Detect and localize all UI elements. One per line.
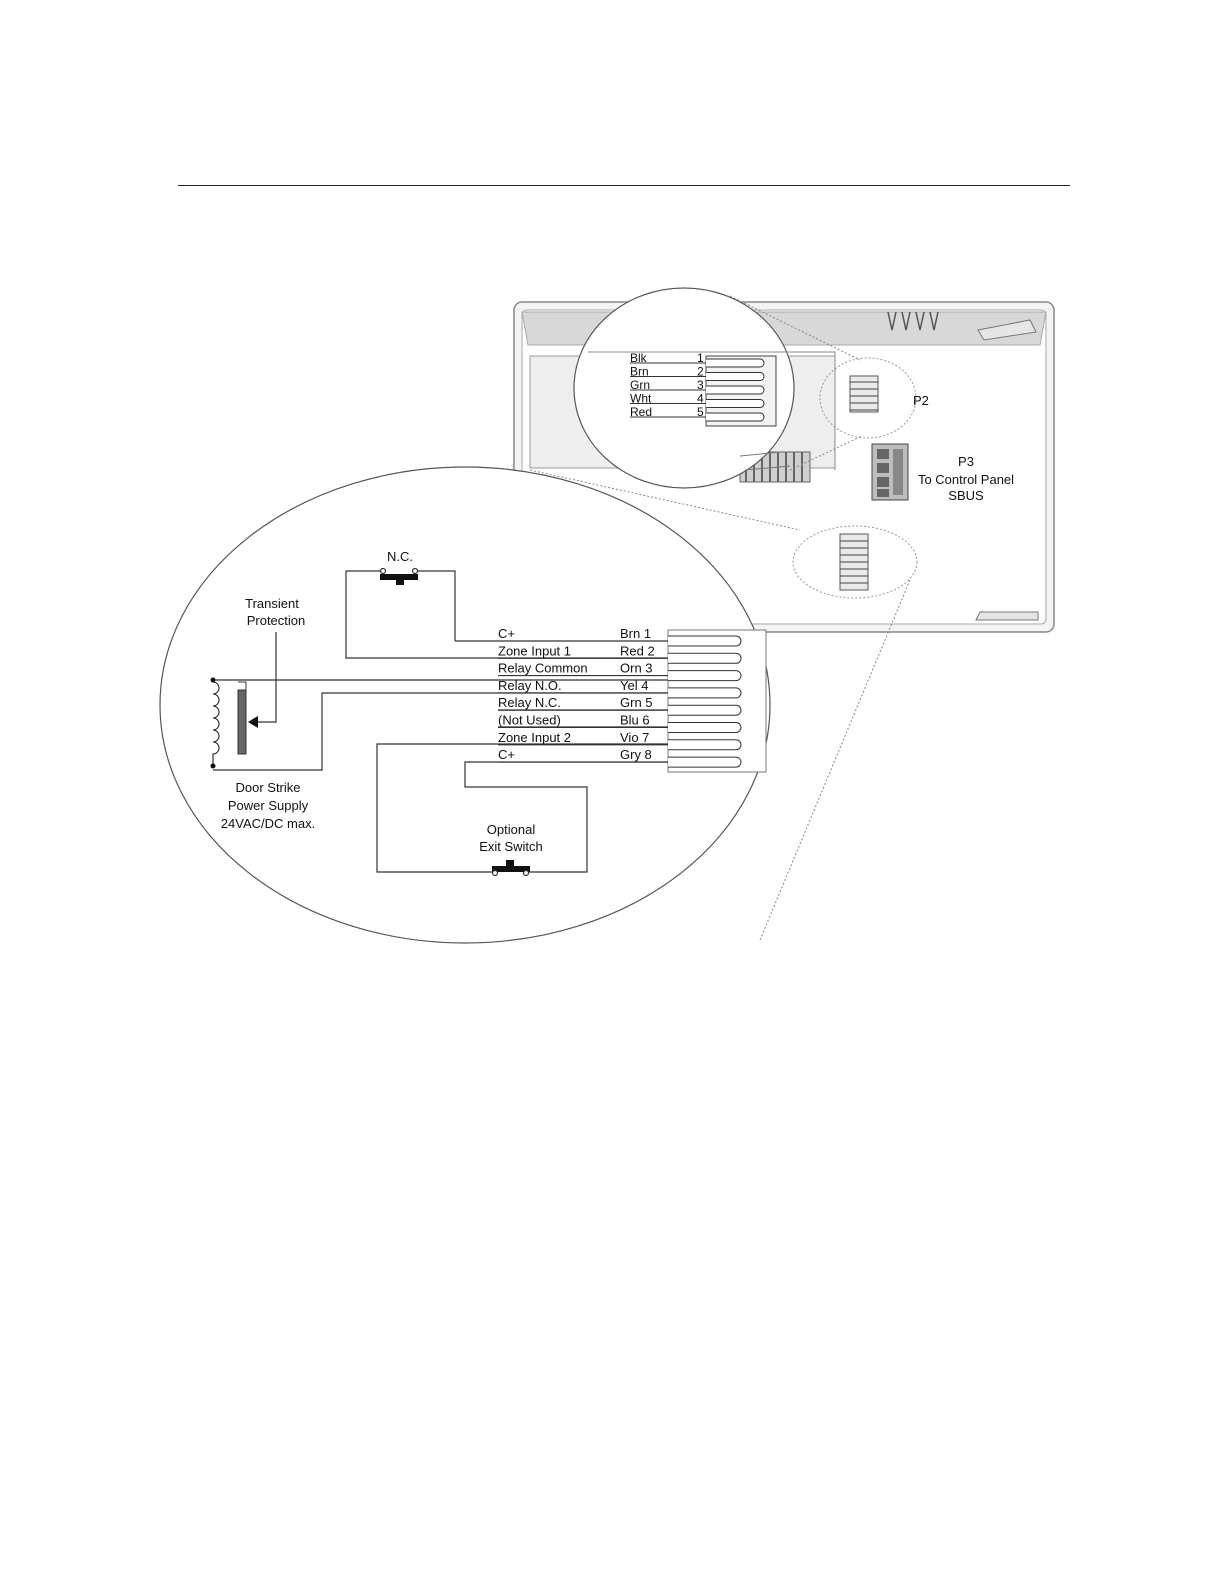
- p3-connector: [872, 444, 908, 500]
- exit-switch-label-2: Exit Switch: [479, 839, 543, 854]
- terminal-function: C+: [498, 626, 515, 641]
- terminal-wire-label: Grn 5: [620, 695, 653, 711]
- terminal-function: Zone Input 1: [498, 643, 571, 659]
- terminal-function: Relay N.C.: [498, 695, 561, 711]
- terminal-wire-label: Yel 4: [620, 677, 649, 693]
- terminal-function: Zone Input 2: [498, 729, 571, 745]
- terminal-wire-label: Blu 6: [620, 712, 650, 728]
- p2-wire-pin: 3: [697, 378, 704, 392]
- transient-label-1: Transient: [245, 596, 299, 611]
- p2-pin: [706, 386, 764, 394]
- terminal-wire-label: Gry 8: [620, 747, 652, 763]
- door-strike-label-2: Power Supply: [227, 798, 309, 813]
- terminal-wire-label: Orn 3: [620, 660, 653, 676]
- nc-switch-label: N.C.: [387, 549, 413, 564]
- p2-pin: [706, 359, 764, 367]
- terminal-pin: [668, 723, 741, 733]
- terminal-pin: [668, 688, 741, 698]
- terminal-wire-label: Brn 1: [620, 626, 652, 641]
- terminal-pin: [668, 757, 741, 767]
- p2-wire-pin: 5: [697, 405, 704, 419]
- terminal-pin: [668, 705, 741, 715]
- terminal-pin: [668, 636, 741, 646]
- p2-wire-pin: 2: [697, 364, 704, 379]
- terminal-function: Relay Common: [498, 660, 588, 676]
- terminal-wire-label: Red 2: [620, 643, 655, 659]
- terminal-function: Relay N.O.: [498, 677, 562, 693]
- door-strike-label-1: Door Strike: [235, 780, 301, 795]
- terminal-pin: [668, 653, 741, 663]
- p2-wire-color: Brn: [630, 364, 649, 379]
- p2-pin: [706, 400, 764, 408]
- door-strike-label-3: 24VAC/DC max.: [220, 816, 316, 831]
- p3-desc-2: SBUS: [948, 488, 984, 503]
- terminal-function: C+: [498, 747, 515, 763]
- exit-switch-label-1: Optional: [486, 822, 536, 837]
- p2-wire-pin: 4: [697, 391, 704, 406]
- p2-wire-color: Grn: [630, 378, 651, 392]
- terminal-wire-label: Vio 7: [620, 729, 650, 745]
- p2-pin: [706, 413, 764, 421]
- p2-label: P2: [913, 393, 929, 408]
- terminal-pin: [668, 740, 741, 750]
- terminal-pin: [668, 671, 741, 681]
- p2-wire-pin: 1: [697, 351, 704, 365]
- p2-pin: [706, 373, 764, 381]
- p2-wire-color: Blk: [630, 351, 647, 365]
- p3-desc-1: To Control Panel: [917, 472, 1015, 487]
- p2-wire-color: Wht: [630, 391, 652, 406]
- terminal-function: (Not Used): [498, 712, 561, 728]
- transient-label-2: Protection: [246, 613, 306, 628]
- p2-wire-color: Red: [630, 405, 653, 419]
- p3-label: P3: [958, 454, 974, 469]
